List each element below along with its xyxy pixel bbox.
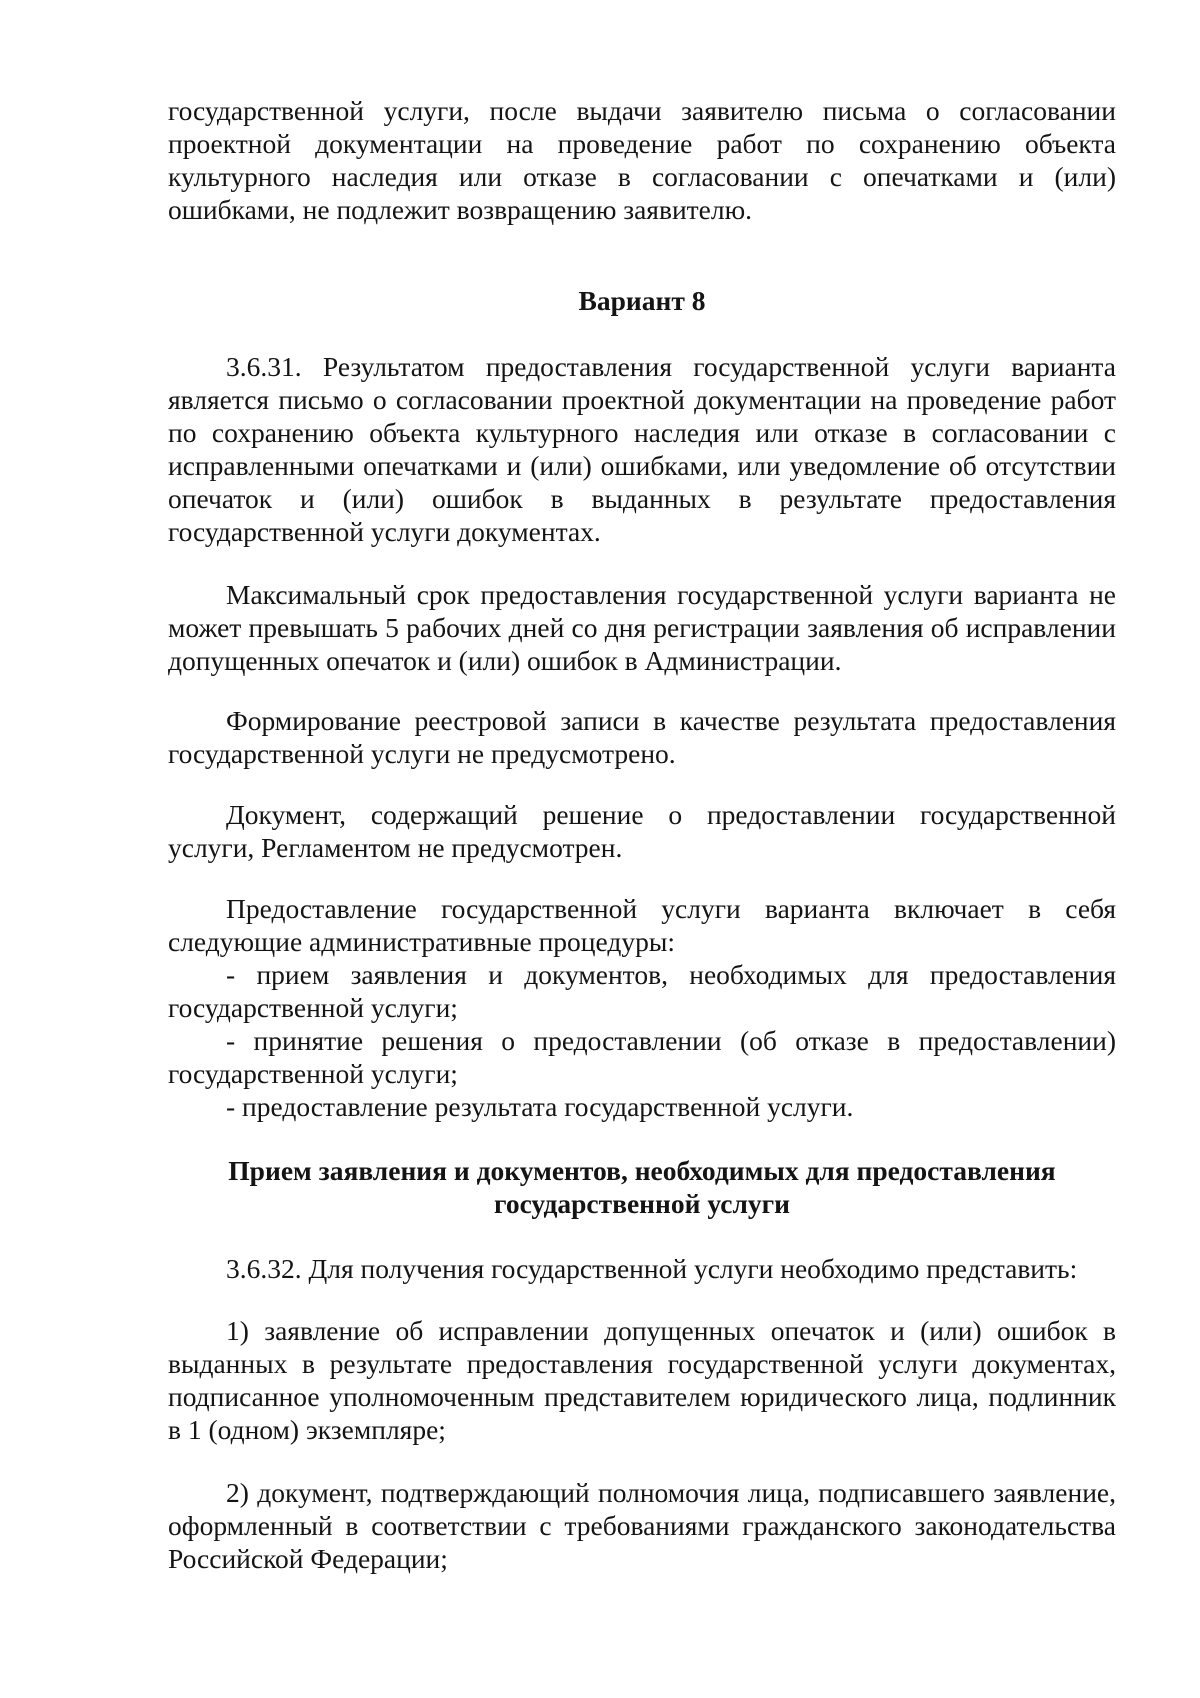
submission-section	[168, 1252, 1116, 1285]
procedure-item: - принятие решения о предоставлении (об отказе в предоставлении) государственной услуги;	[168, 1025, 1116, 1089]
document-decision-paragraph: Документ, содержащий решение о предоставлении государственной услуги, Регламентом не предусмотрен.	[168, 799, 1116, 863]
procedure-item: - прием заявления и документов, необходимых для предоставления государственной услуги;	[168, 959, 1116, 1023]
procedure-item: - предоставление результата государственной услуги.	[226, 1091, 854, 1122]
procedures-intro: Предоставление государственной услуги варианта включает в себя следующие административные процедуры:	[168, 893, 1116, 957]
registry-paragraph: Формирование реестровой записи в качестве результата предоставления государственной услуги не предусмотрено.	[168, 705, 1116, 769]
variant-section	[168, 284, 1116, 317]
section-heading-line2: государственной услуги	[494, 1188, 790, 1219]
requirement-item-2: 2) документ, подтверждающий полномочия лица, подписавшего заявление, оформленный в соответствии с требованиями гражданского законодательства Российской Федерации;	[168, 1477, 1116, 1574]
section-heading-block	[168, 1154, 1116, 1220]
document-decision-section	[168, 798, 1116, 864]
result-section	[168, 350, 1116, 548]
paragraph-3-6-32: 3.6.32. Для получения государственной услуги необходимо представить:	[226, 1253, 1078, 1284]
registry-section	[168, 704, 1116, 770]
procedures-section	[168, 892, 1116, 1123]
continuation-section	[168, 94, 1116, 226]
item-1-section	[168, 1314, 1116, 1446]
requirement-item-1: 1) заявление об исправлении допущенных опечаток и (или) ошибок в выданных в результате предоставления государственной услуги документах, подписанное уполномоченным представителем юридического лица, подлинник в 1 (одном) экземпляре;	[168, 1315, 1116, 1445]
variant-heading: Вариант 8	[578, 285, 706, 316]
section-heading-line1: Прием заявления и документов, необходимых для предоставления	[228, 1155, 1056, 1186]
max-term-paragraph: Максимальный срок предоставления государственной услуги варианта не может превышать 5 рабочих дней со дня регистрации заявления об исправлении допущенных опечаток и (или) ошибок в Администрации.	[168, 579, 1116, 676]
item-2-section	[168, 1476, 1116, 1575]
paragraph-3-6-31: 3.6.31. Результатом предоставления государственной услуги варианта является письмо о согласовании проектной документации на проведение работ по сохранению объекта культурного наследия или отказе в согласовании с исправленными опечатками и (или) ошибками, или уведомление об отсутствии опечаток и (или) ошибок в выданных в результате предоставления государственной услуги документах.	[168, 351, 1116, 547]
max-term-section	[168, 578, 1116, 677]
continuation-paragraph: государственной услуги, после выдачи заявителю письма о согласовании проектной документации на проведение работ по сохранению объекта культурного наследия или отказе в согласовании с опечатками и (или) ошибками, не подлежит возвращению заявителю.	[168, 95, 1116, 225]
